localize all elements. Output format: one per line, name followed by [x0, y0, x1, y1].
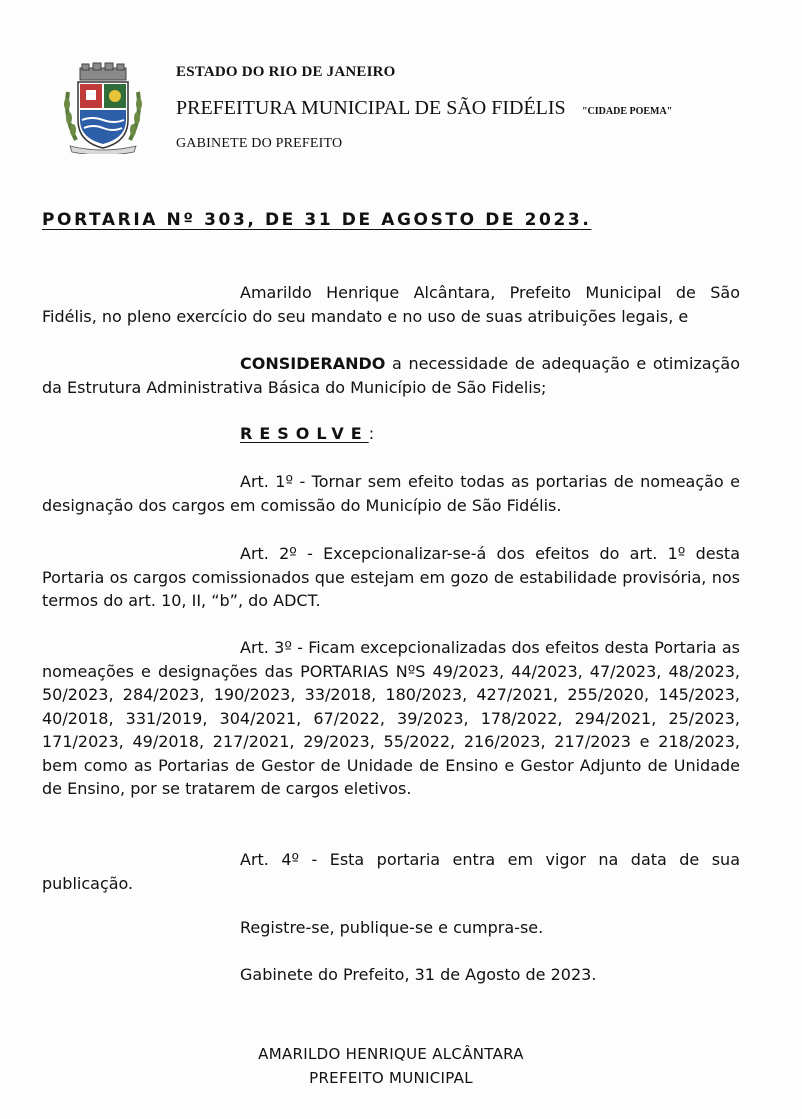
- article-2: [42, 542, 740, 613]
- article-3-text: Art. 3º - Ficam excepcionalizadas dos efeitos desta Portaria as nomeações e designações das PORTARIAS NºS 49/2023, 44/2023, 47/2023, 48/2023, 50/2023, 284/2023, 190/2023, 33/2018, 180/2023, 427/2021, 255/2020, 145/2023, 40/2018, 331/2019, 304/2021, 67/2022, 39/2023, 178/2022, 294/2021, 25/2023, 171/2023, 49/2018, 217/2021, 29/2023, 55/2022, 216/2023, 217/2023 e 218/2023, bem como as Portarias de Gestor de Unidade de Ensino e Gestor Adjunto de Unidade de Ensino, por se tratarem de cargos eletivos.: [42, 638, 740, 798]
- municipal-coat-of-arms-icon: [62, 62, 144, 154]
- considerando-label: CONSIDERANDO: [240, 354, 386, 373]
- article-4: [42, 848, 740, 895]
- document-title: PORTARIA Nº 303, DE 31 DE AGOSTO DE 2023.: [42, 210, 592, 230]
- article-3: [42, 636, 740, 801]
- preamble-paragraph: [42, 281, 740, 328]
- considerando-text: a necessidade de adequação e otimização da Estrutura Administrativa Básica do Município de São Fidelis;: [42, 354, 740, 397]
- closing-register: Registre-se, publique-se e cumpra-se.: [240, 918, 544, 937]
- article-2-text: Art. 2º - Excepcionalizar-se-á dos efeitos do art. 1º desta Portaria os cargos comissionados que estejam em gozo de estabilidade provisória, nos termos do art. 10, II, “b”, do ADCT.: [42, 544, 740, 610]
- resolve-colon: :: [368, 424, 375, 443]
- closing-place-date: Gabinete do Prefeito, 31 de Agosto de 2023.: [240, 965, 597, 984]
- article-1-text: Art. 1º - Tornar sem efeito todas as portarias de nomeação e designação dos cargos em comissão do Município de São Fidélis.: [42, 472, 740, 515]
- header-motto: "CIDADE POEMA": [582, 106, 673, 117]
- resolve-heading: [240, 424, 374, 443]
- resolve-word: RESOLVE: [240, 424, 369, 443]
- article-4-text: Art. 4º - Esta portaria entra em vigor na data de sua publicação.: [42, 850, 740, 893]
- header-state: ESTADO DO RIO DE JANEIRO: [176, 64, 396, 80]
- header-gabinete: GABINETE DO PREFEITO: [176, 136, 343, 151]
- preamble-text: Amarildo Henrique Alcântara, Prefeito Municipal de São Fidélis, no pleno exercício do seu mandato e no uso de suas atribuições legais, e: [42, 283, 740, 326]
- considerando-paragraph: [42, 352, 740, 399]
- header-prefeitura: PREFEITURA MUNICIPAL DE SÃO FIDÉLIS: [176, 97, 566, 119]
- signature-name: AMARILDO HENRIQUE ALCÂNTARA: [258, 1045, 524, 1063]
- signature-role: PREFEITO MUNICIPAL: [309, 1069, 473, 1087]
- article-1: [42, 470, 740, 517]
